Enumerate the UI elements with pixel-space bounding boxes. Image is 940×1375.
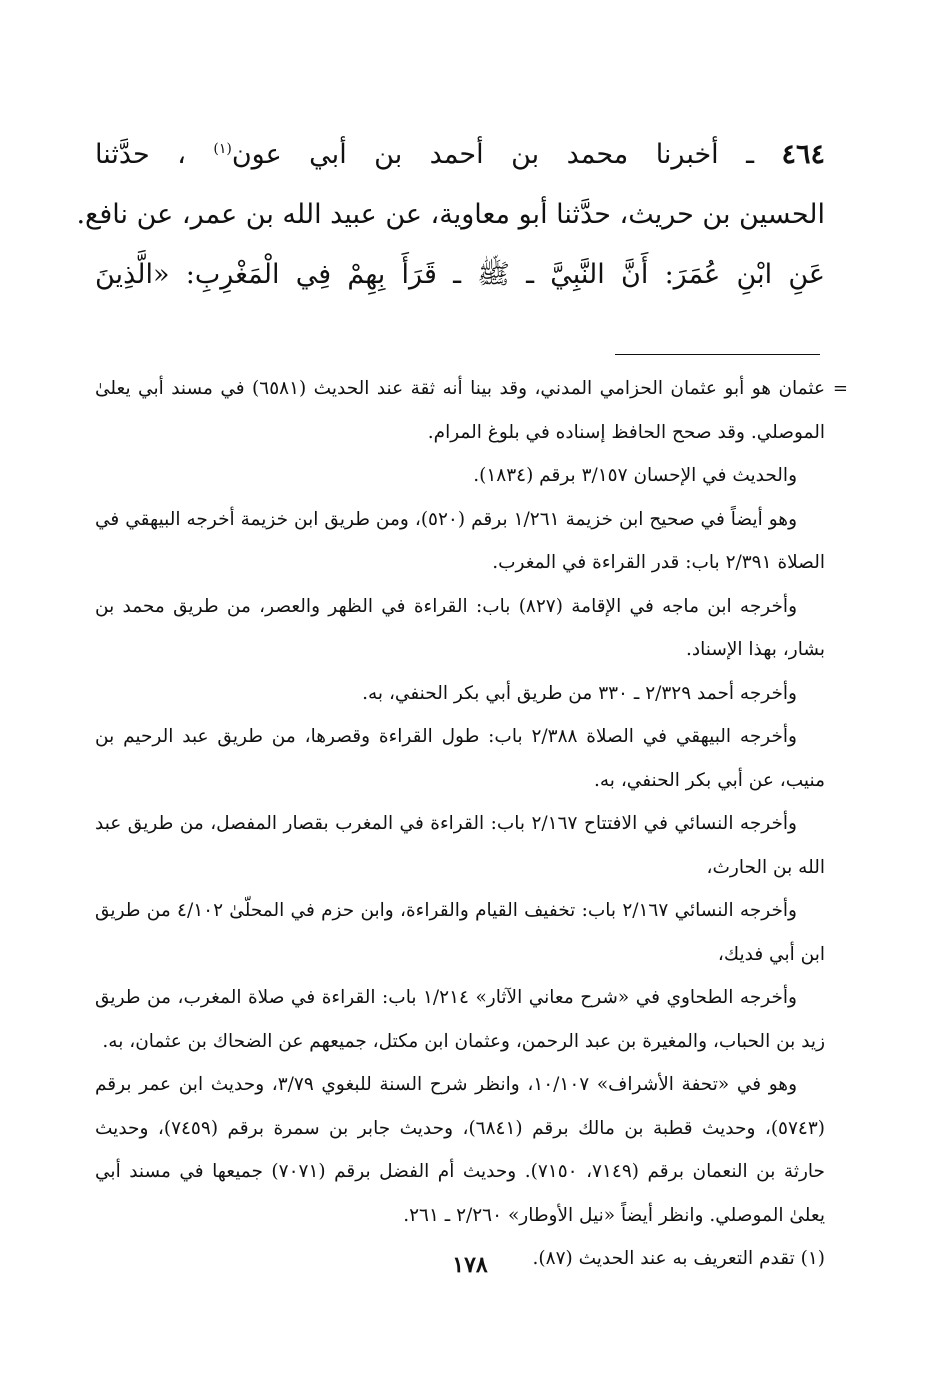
note-paragraph: وأخرجه أحمد ٢/٣٢٩ ـ ٣٣٠ من طريق أبي بكر الحنفي، به. (362, 682, 797, 704)
note-paragraph: وهو في «تحفة الأشراف» ١٠/١٠٧، وانظر شرح السنة للبغوي ٣/٧٩، وحديث ابن عمر برقم (٥٧٤٣)، وحديث قطبة بن مالك برقم (٦٨٤١)، وحديث جابر بن سمرة برقم (٧٤٥٩)، وحديث حارثة بن النعمان برقم (٧١٤٩، ٧١٥٠). وحديث أم الفضل برقم (٧٠٧١) جميعها في مسند أبي يعلىٰ الموصلي. وانظر أيضاً «نيل الأوطار» ٢/٢٦٠ ـ ٢٦١. (95, 1074, 826, 1226)
hadith-line-2: الحسين بن حريث، حدَّثنا أبو معاوية، عن عبيد الله بن عمر، عن نافع. (76, 199, 825, 230)
note-paragraph: وأخرجه النسائي في الافتتاح ٢/١٦٧ باب: القراءة في المغرب بقصار المفصل، من طريق عبد الله بن الحارث، (95, 813, 825, 878)
note-paragraph: وأخرجه النسائي ٢/١٦٧ باب: تخفيف القيام والقراءة، وابن حزم في المحلّىٰ ٤/١٠٢ من طريق ابن أبي فديك، (95, 900, 825, 965)
footnote-divider (615, 354, 820, 355)
hadith-line-3: عَنِ ابْنِ عُمَرَ: أَنَّ النَّبِيَّ ـ ﷺ ـ قَرَأَ بِهِمْ فِي الْمَغْرِبِ: «الَّذِينَ (95, 259, 825, 290)
footnote-1: (١) تقدم التعريف به عند الحديث (٨٧). (532, 1248, 825, 1269)
note-paragraph: وأخرجه ابن ماجه في الإقامة (٨٢٧) باب: القراءة في الظهر والعصر، من طريق محمد بن بشار، بهذا الإسناد. (95, 595, 825, 660)
hadith-number: ٤٦٤ (781, 139, 825, 170)
hadith-text (76, 125, 825, 305)
hadith-chain-continuation: ، حدَّثنا (95, 139, 186, 170)
note-paragraph: عثمان هو أبو عثمان الحزامي المدني، وقد بينا أنه ثقة عند الحديث (٦٥٨١) في مسند أبي يعلىٰ الموصلي. وقد صحح الحافظ إسناده في بلوغ المرام. (95, 378, 825, 443)
note-paragraph: وهو أيضاً في صحيح ابن خزيمة ١/٢٦١ برقم (٥٢٠)، ومن طريق ابن خزيمة أخرجه البيهقي في الصلاة ٢/٣٩١ باب: قدر القراءة في المغرب. (95, 508, 825, 573)
note-paragraph: وأخرجه الطحاوي في «شرح معاني الآثار» ١/٢١٤ باب: القراءة في صلاة المغرب، من طريق زيد بن الحباب، والمغيرة بن عبد الرحمن، وعثمان ابن مكتل، جميعهم عن الضحاك بن عثمان، به. (95, 987, 825, 1052)
continuation-marker: = (832, 378, 848, 399)
page-number: ١٧٨ (452, 1252, 488, 1278)
footnote-reference: (١) (213, 141, 232, 157)
note-paragraph: وأخرجه البيهقي في الصلاة ٢/٣٨٨ باب: طول القراءة وقصرها، من طريق عبد الرحيم بن منيب، عن أبي بكر الحنفي، به. (95, 726, 825, 791)
footnotes-section (95, 367, 848, 1281)
page-body (76, 125, 848, 1300)
note-paragraph: والحديث في الإحسان ٣/١٥٧ برقم (١٨٣٤). (473, 465, 797, 486)
hadith-line-1 (95, 125, 825, 185)
hadith-chain-start: ـ أخبرنا محمد بن أحمد بن أبي عون (231, 139, 755, 170)
